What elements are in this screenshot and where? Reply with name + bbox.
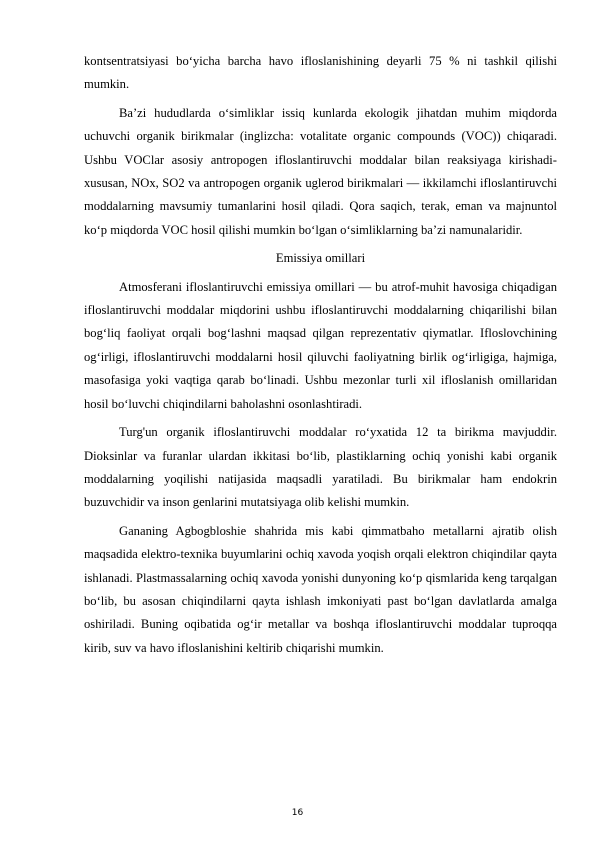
page-body [84, 50, 557, 665]
paragraph-continuation: kontsentratsiyasi bo‘yicha barcha havo ifloslanishining deyarli 75 % ni tashkil qilishi mumkin. [84, 54, 557, 92]
paragraph-persistent-pollutants: Turg'un organik ifloslantiruvchi moddalar ro‘yxatida 12 ta birikma mavjuddir. Dioksinlar va furanlar ulardan ikkitasi bo‘lib, plastiklarning ochiq yonishi kabi organik moddalarning yoqilishi natijasida maqsadli yaratiladi. Bu birikmalar ham endokrin buzuvchidir va inson genlarini mutatsiyaga olib kelishi mumkin. [84, 425, 557, 510]
paragraph-emission-factors: Atmosferani ifloslantiruvchi emissiya omillari — bu atrof-muhit havosiga chiqadigan ifloslantiruvchi moddalar miqdorini ushbu ifloslantiruvchi moddalarning chiqarilishi bilan bog‘liq faoliyat orqali bog‘lashni maqsad qilgan reprezentativ qiymatlar. Ifloslovchining og‘irligi, ifloslantiruvchi moddalarni hosil qiluvchi faoliyatning birlik og‘irligiga, hajmiga, masofasiga yoki vaqtiga qarab bo‘linadi. Ushbu mezonlar turli xil ifloslanish omillaridan hosil bo‘luvchi chiqindilarni baholashni osonlashtiradi. [84, 279, 557, 411]
paragraph-voc-plants: Ba’zi hududlarda o‘simliklar issiq kunlarda ekologik jihatdan muhim miqdorda uchuvchi organik birikmalar (inglizcha: votalitate organic compounds (VOC)) chiqaradi. Ushbu VOClar asosiy antropogen ifloslantiruvchi moddalar bilan reaksiyaga kirishadi- xususan, NOx, SO2 va antropogen organik uglerod birikmalari — ikkilamchi ifloslantiruvchi moddalarning mavsumiy tumanlarini hosil qiladi. Qora saqich, terak, eman va majnuntol ko‘p miqdorda VOC hosil qilishi mumkin bo‘lgan o‘simliklarning ba’zi namunalaridir. [84, 105, 557, 237]
section-heading: Emissiya omillari [275, 251, 366, 266]
paragraph-e-waste: Gananing Agbogbloshie shahrida mis kabi qimmatbaho metallarni ajratib olish maqsadida elektro-texnika buyumlarini ochiq xavoda yoqish orqali elektron chiqindilar qayta ishlanadi. Plastmassalarning ochiq xavoda yonishi dunyoning ko‘p qismlarida keng tarqalgan bo‘lib, bu asosan chiqindilarni qayta ishlash imkoniyati past bo‘lgan davlatlarda amalga oshiriladi. Buning oqibatida og‘ir metallar va boshqa ifloslantiruvchi moddalar tuproqqa kirib, suv va havo ifloslanishini keltirib chiqarishi mumkin. [84, 523, 557, 655]
page-number: 16 [291, 808, 304, 818]
